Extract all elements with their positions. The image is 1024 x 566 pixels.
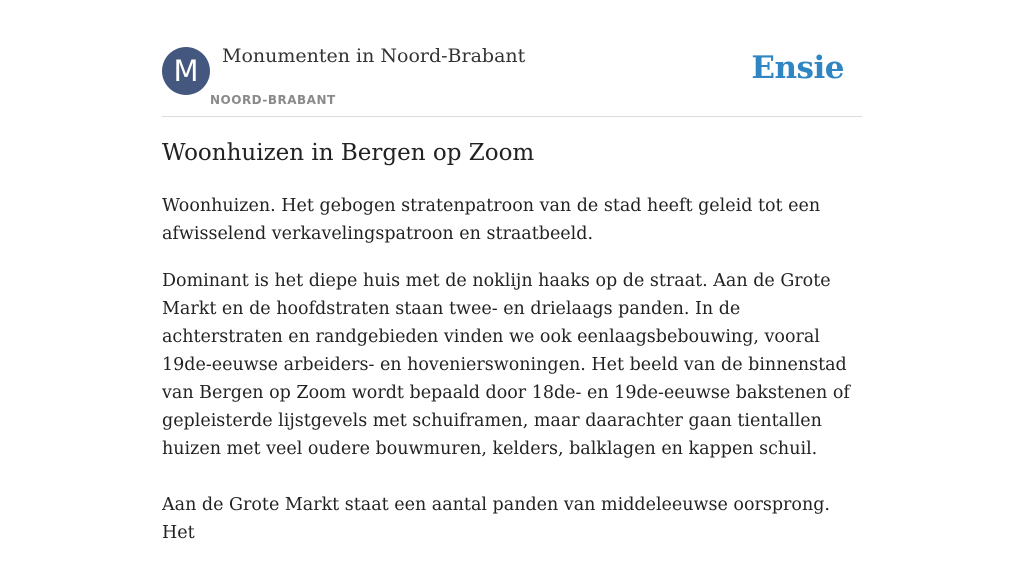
article-title: Woonhuizen in Bergen op Zoom	[162, 140, 535, 166]
page	[162, 0, 862, 543]
paragraph: Dominant is het diepe huis met de noklijn haaks op de straat. Aan de Grote Markt en de hoofdstraten staan twee- en drielaags panden. In de achterstraten en randgebieden vinden we ook eenlaagsbebouwing, vooral 19de-eeuwse arbeiders- en hovenierswoningen. Het beeld van de binnenstad van Bergen op Zoom wordt bepaald door 18de- en 19de-eeuwse bakstenen of gepleisterde lijstgevels met schuiframen, maar daarachter gaan tientallen huizen met veel oudere bouwmuren, kelders, balklagen en kappen schuil.	[162, 271, 850, 459]
blog-title-link[interactable]: Monumenten in Noord-Brabant	[222, 45, 526, 67]
category-label[interactable]: NOORD-BRABANT	[210, 93, 336, 107]
avatar[interactable]: M	[162, 47, 210, 95]
ensie-logo[interactable]: Ensie	[751, 50, 844, 86]
paragraph: Aan de Grote Markt staat een aantal panden van middeleeuwse oorsprong. Het	[162, 495, 830, 543]
article-body	[162, 192, 862, 566]
paragraph: Woonhuizen. Het gebogen stratenpatroon van de stad heeft geleid tot een afwisselend verkavelingspatroon en straatbeeld.	[162, 196, 821, 244]
header	[162, 0, 862, 117]
